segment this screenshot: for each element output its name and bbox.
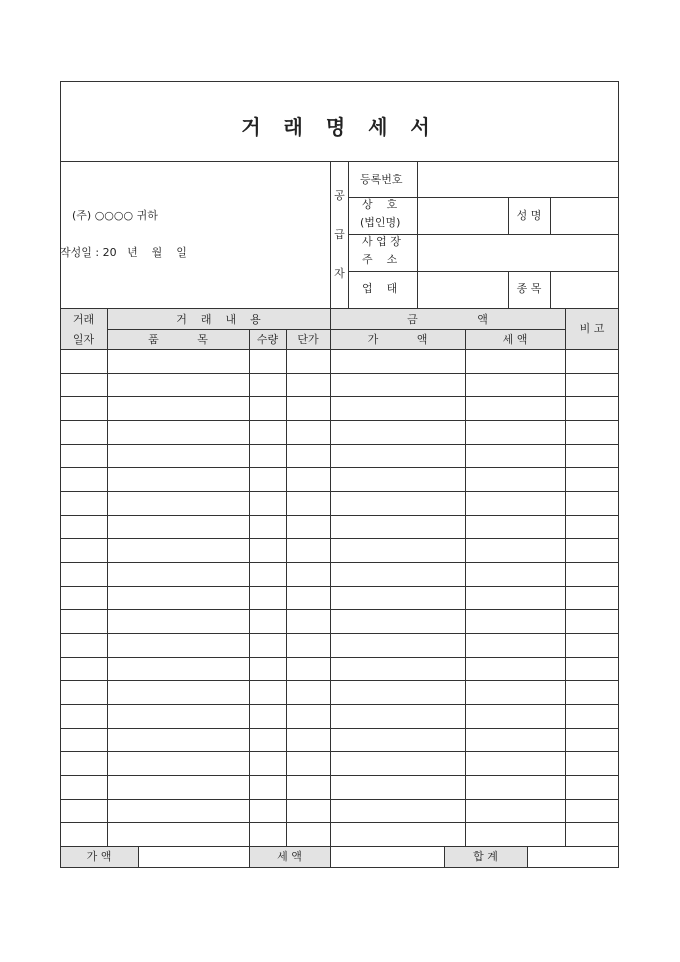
invoice-sheet <box>60 81 619 868</box>
supplier-side-label-2: 급 <box>334 228 345 241</box>
unit-price-header: 단가 <box>297 333 319 346</box>
table-row-line <box>60 728 619 729</box>
table-row-line <box>60 822 619 823</box>
name-label: 성 명 <box>516 209 542 222</box>
supplier-side-label-3: 자 <box>334 267 345 280</box>
table-row-line <box>60 562 619 563</box>
table-row-line <box>60 586 619 587</box>
table-row-line <box>60 704 619 705</box>
document-title: 거 래 명 세 서 <box>241 115 438 139</box>
date-header-line2: 일자 <box>72 333 95 346</box>
company-label-line1: 상 호 <box>362 198 398 211</box>
table-row-line <box>60 538 619 539</box>
grand-total-label: 합 계 <box>473 850 498 863</box>
table-row-line <box>60 775 619 776</box>
remark-header: 비 고 <box>579 322 605 335</box>
table-row-line <box>60 657 619 658</box>
tax-header: 세 액 <box>502 333 528 346</box>
table-row-line <box>60 515 619 516</box>
table-row-line <box>60 420 619 421</box>
business-item-label: 종 목 <box>516 282 542 295</box>
date-line: 작성일 : 20 년 월 일 <box>60 246 187 259</box>
date-header-line1: 거래 <box>72 313 95 326</box>
table-row-line <box>60 609 619 610</box>
address-label-line1: 사 업 장 <box>362 235 401 248</box>
company-label-line2: (법인명) <box>360 216 401 229</box>
supplier-side-label-1: 공 <box>334 189 345 202</box>
table-row-line <box>60 633 619 634</box>
qty-header: 수량 <box>256 333 279 346</box>
table-row-line <box>60 444 619 445</box>
item-header: 품 목 <box>148 333 208 346</box>
reg-no-label: 등록번호 <box>360 173 403 186</box>
table-row-line <box>60 799 619 800</box>
recipient-name: (주) ○○○○ 귀하 <box>72 209 158 222</box>
business-type-label: 업 태 <box>362 282 398 295</box>
table-row-line <box>60 373 619 374</box>
table-row-line <box>60 751 619 752</box>
table-row-line <box>60 680 619 681</box>
supply-header: 가 액 <box>367 333 428 346</box>
table-row-line <box>60 491 619 492</box>
content-header: 거 래 내 용 <box>176 313 261 326</box>
table-row-line <box>60 396 619 397</box>
tax-total-label: 세 액 <box>277 850 302 863</box>
supply-total-label: 가 액 <box>86 850 112 863</box>
address-label-line2: 주 소 <box>362 253 398 266</box>
amount-header: 금 액 <box>407 313 488 326</box>
table-row-line <box>60 467 619 468</box>
